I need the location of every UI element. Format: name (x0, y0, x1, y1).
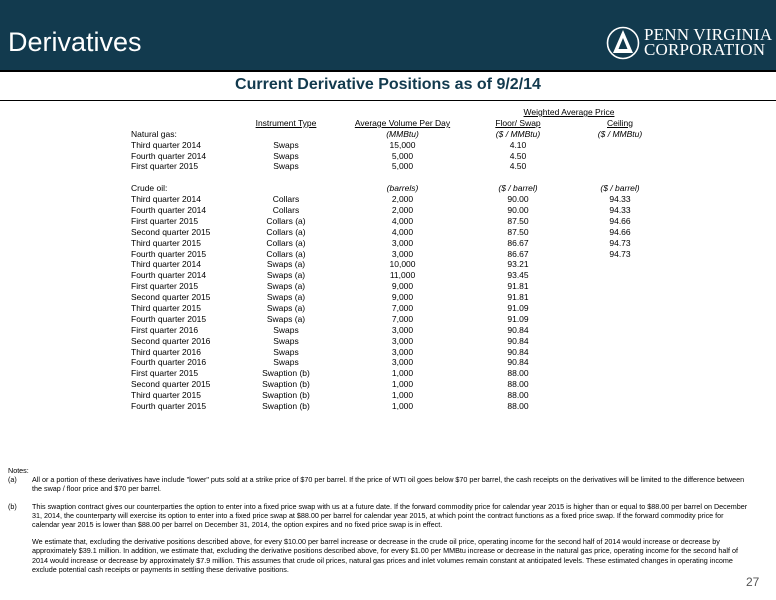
company-name (644, 27, 772, 57)
volume-cell: 3,000 (391, 237, 414, 248)
period-cell: Second quarter 2016 (131, 335, 211, 346)
table-row (0, 151, 776, 162)
crude-oil-rows (0, 194, 776, 412)
notes-section (8, 466, 748, 574)
penn-virginia-logo-icon (606, 26, 642, 60)
volume-cell: 7,000 (391, 313, 414, 324)
period-cell: Third quarter 2015 (131, 303, 201, 314)
floor-swap-cell: 90.84 (507, 324, 529, 335)
oil-floor-unit: ($ / barrel) (498, 183, 538, 194)
table-row (0, 357, 776, 368)
volume-cell: 3,000 (391, 248, 414, 259)
period-cell: Fourth quarter 2015 (131, 248, 207, 259)
table-row (0, 270, 776, 281)
table-row (0, 216, 776, 227)
ceiling-cell: 94.33 (609, 205, 631, 216)
instrument-cell: Collars (272, 205, 300, 216)
instrument-cell: Collars (a) (266, 237, 306, 248)
ceiling-cell: 94.66 (609, 215, 631, 226)
instrument-cell: Swaps (a) (266, 313, 306, 324)
gas-volume-unit: (MMBtu) (386, 128, 419, 139)
gas-floor-unit: ($ / MMBtu) (495, 128, 541, 139)
period-cell: First quarter 2015 (131, 368, 199, 379)
instrument-cell: Swaps (a) (266, 292, 306, 303)
floor-swap-cell: 90.00 (507, 194, 529, 205)
ceiling-cell: 94.73 (609, 237, 631, 248)
instrument-cell: Collars (272, 194, 300, 205)
period-cell: Second quarter 2015 (131, 379, 211, 390)
table-row (0, 194, 776, 205)
floor-swap-cell: 91.09 (507, 313, 529, 324)
instrument-cell: Collars (a) (266, 248, 306, 259)
table-row (0, 314, 776, 325)
ceiling-cell: 94.66 (609, 226, 631, 237)
table-row (0, 259, 776, 270)
volume-cell: 3,000 (391, 324, 414, 335)
derivatives-table (0, 107, 776, 412)
instrument-cell: Swaps (273, 150, 299, 161)
table-row (0, 401, 776, 412)
floor-swap-cell: 88.00 (507, 390, 529, 401)
note-a (8, 475, 748, 493)
table-row (0, 227, 776, 238)
oil-ceiling-unit: ($ / barrel) (600, 183, 640, 194)
natural-gas-label: Natural gas: (131, 128, 177, 139)
floor-swap-cell: 88.00 (507, 379, 529, 390)
period-cell: Third quarter 2015 (131, 390, 201, 401)
page-number: 27 (746, 575, 760, 589)
table-row (0, 347, 776, 358)
period-cell: Third quarter 2014 (131, 259, 201, 270)
note-gap (8, 494, 748, 502)
period-cell: Second quarter 2015 (131, 292, 211, 303)
volume-cell: 2,000 (391, 205, 414, 216)
floor-swap-cell: 93.45 (507, 270, 529, 281)
floor-swap-cell: 4.50 (509, 161, 527, 172)
instrument-cell: Swaption (b) (262, 368, 310, 379)
period-cell: Third quarter 2014 (131, 139, 201, 150)
period-cell: Third quarter 2016 (131, 346, 201, 357)
floor-swap-cell: 87.50 (507, 215, 529, 226)
period-cell: Fourth quarter 2015 (131, 401, 207, 412)
volume-cell: 3,000 (391, 335, 414, 346)
period-cell: First quarter 2015 (131, 161, 199, 172)
floor-swap-cell: 86.67 (507, 248, 529, 259)
floor-swap-cell: 90.84 (507, 335, 529, 346)
estimate-paragraph (8, 537, 748, 574)
period-cell: Third quarter 2015 (131, 237, 201, 248)
gas-ceiling-unit: ($ / MMBtu) (597, 128, 643, 139)
floor-swap-cell: 93.21 (507, 259, 529, 270)
period-cell: Fourth quarter 2015 (131, 313, 207, 324)
crude-oil-label: Crude oil: (131, 183, 168, 194)
estimate-text: We estimate that, excluding the derivative positions described above, for every $10.00 per barrel increase or decrease in the crude oil price, operating income for the second half of 2014 would increase or decrease by approximately $39.1 million. In addition, we estimate that, excluding the derivative positions described above, for every $1.00 per MMBtu increase or decrease in the natural gas price, operating income for the second half of 2014 would increase or decrease by approximately $7.9 million. This assumes that crude oil prices, natural gas prices and inlet volumes remain constant at anticipated levels. These estimated changes in operating income exclude potential cash receipts or payments in settling these derivative positions. (32, 537, 738, 574)
section-gap (0, 172, 776, 183)
period-cell: First quarter 2016 (131, 324, 199, 335)
instrument-cell: Swaps (273, 357, 299, 368)
instrument-cell: Swaps (a) (266, 303, 306, 314)
company-name-line2: CORPORATION (644, 40, 766, 59)
instrument-cell: Collars (a) (266, 215, 306, 226)
note-gap (8, 529, 748, 537)
table-row (0, 140, 776, 151)
table-row (0, 161, 776, 172)
instrument-cell: Swaps (273, 346, 299, 357)
floor-swap-cell: 87.50 (507, 226, 529, 237)
instrument-cell: Swaps (273, 335, 299, 346)
ceiling-cell: 94.73 (609, 248, 631, 259)
instrument-cell: Swaps (a) (266, 259, 306, 270)
note-b (8, 502, 748, 530)
floor-swap-cell: 4.10 (509, 139, 527, 150)
period-cell: Fourth quarter 2014 (131, 270, 207, 281)
crude-oil-units-row (0, 183, 776, 194)
floor-swap-cell: 91.81 (507, 281, 529, 292)
instrument-cell: Swaption (b) (262, 390, 310, 401)
section-subtitle: Current Derivative Positions as of 9/2/14 (235, 76, 541, 93)
company-name-line1: PENN VIRGINIA (644, 25, 773, 44)
table-row (0, 368, 776, 379)
volume-cell: 3,000 (391, 346, 414, 357)
table-group-header-row (0, 107, 776, 118)
oil-volume-unit: (barrels) (386, 183, 419, 194)
floor-swap-cell: 88.00 (507, 368, 529, 379)
notes-heading: Notes: (8, 466, 29, 475)
volume-cell: 9,000 (391, 292, 414, 303)
floor-swap-cell: 90.84 (507, 346, 529, 357)
top-divider (0, 70, 776, 72)
instrument-cell: Swaps (a) (266, 281, 306, 292)
note-b-letter: (b) (8, 501, 17, 511)
period-cell: Third quarter 2014 (131, 194, 201, 205)
ceiling-header: Ceiling (607, 117, 633, 128)
period-cell: First quarter 2015 (131, 215, 199, 226)
volume-cell: 15,000 (389, 139, 416, 150)
volume-cell: 1,000 (391, 379, 414, 390)
table-row (0, 379, 776, 390)
instrument-type-header: Instrument Type (255, 117, 317, 128)
floor-swap-cell: 90.00 (507, 205, 529, 216)
table-row (0, 249, 776, 260)
note-a-letter: (a) (8, 475, 17, 485)
floor-swap-cell: 90.84 (507, 357, 529, 368)
weighted-average-price-header: Weighted Average Price (523, 107, 615, 117)
volume-cell: 7,000 (391, 303, 414, 314)
floor-swap-cell: 88.00 (507, 401, 529, 412)
period-cell: Second quarter 2015 (131, 226, 211, 237)
period-cell: Fourth quarter 2016 (131, 357, 207, 368)
floor-swap-cell: 4.50 (509, 150, 527, 161)
volume-cell: 1,000 (391, 368, 414, 379)
table-row (0, 205, 776, 216)
volume-cell: 10,000 (389, 259, 416, 270)
period-cell: First quarter 2015 (131, 281, 199, 292)
table-row (0, 281, 776, 292)
volume-cell: 11,000 (389, 270, 416, 281)
table-row (0, 336, 776, 347)
instrument-cell: Swaps (273, 161, 299, 172)
instrument-cell: Swaption (b) (262, 401, 310, 412)
floor-swap-cell: 91.81 (507, 292, 529, 303)
volume-cell: 5,000 (391, 161, 414, 172)
natural-gas-units-row (0, 129, 776, 140)
volume-cell: 3,000 (391, 357, 414, 368)
period-cell: Fourth quarter 2014 (131, 205, 207, 216)
instrument-cell: Swaption (b) (262, 379, 310, 390)
note-a-text: All or a portion of these derivatives have include "lower" puts sold at a strike price of $70 per barrel. If the price of WTI oil goes below $70 per barrel, the cash receipts on the derivatives will be limited to the difference between the swap / floor price and $70 per barrel. (32, 475, 745, 494)
period-cell: Fourth quarter 2014 (131, 150, 207, 161)
floor-swap-cell: 91.09 (507, 303, 529, 314)
floor-swap-header: Floor/ Swap (495, 117, 541, 128)
volume-cell: 5,000 (391, 150, 414, 161)
volume-cell: 2,000 (391, 194, 414, 205)
table-row (0, 303, 776, 314)
instrument-cell: Swaps (273, 139, 299, 150)
instrument-cell: Swaps (273, 324, 299, 335)
table-row (0, 292, 776, 303)
volume-cell: 4,000 (391, 226, 414, 237)
instrument-cell: Collars (a) (266, 226, 306, 237)
table-row (0, 390, 776, 401)
header-bar (0, 0, 776, 70)
ceiling-cell: 94.33 (609, 194, 631, 205)
floor-swap-cell: 86.67 (507, 237, 529, 248)
volume-cell: 9,000 (391, 281, 414, 292)
page-title: Derivatives (8, 27, 142, 57)
table-row (0, 238, 776, 249)
table-row (0, 325, 776, 336)
average-volume-header: Average Volume Per Day (354, 117, 451, 128)
natural-gas-rows (0, 140, 776, 173)
instrument-cell: Swaps (a) (266, 270, 306, 281)
volume-cell: 1,000 (391, 401, 414, 412)
subtitle-divider (0, 100, 776, 101)
volume-cell: 1,000 (391, 390, 414, 401)
note-b-text: This swaption contract gives our counterparties the option to enter into a fixed price swap with us at a future date. If the forward commodity price for calendar year 2015 is higher than or equal to $88.00 per barrel on December 31, 2014, the counterparty will exercise its option to enter into a fixed price swap at $88.00 per barrel for calendar year 2015, at which point the contract functions as a fixed price swap. If the forward commodity price for calendar year 2015 is lower than $88.00 per barrel on December 31, 2014, the option expires and no fixed price swap is in effect. (32, 501, 748, 530)
table-header-row (0, 118, 776, 129)
volume-cell: 4,000 (391, 215, 414, 226)
